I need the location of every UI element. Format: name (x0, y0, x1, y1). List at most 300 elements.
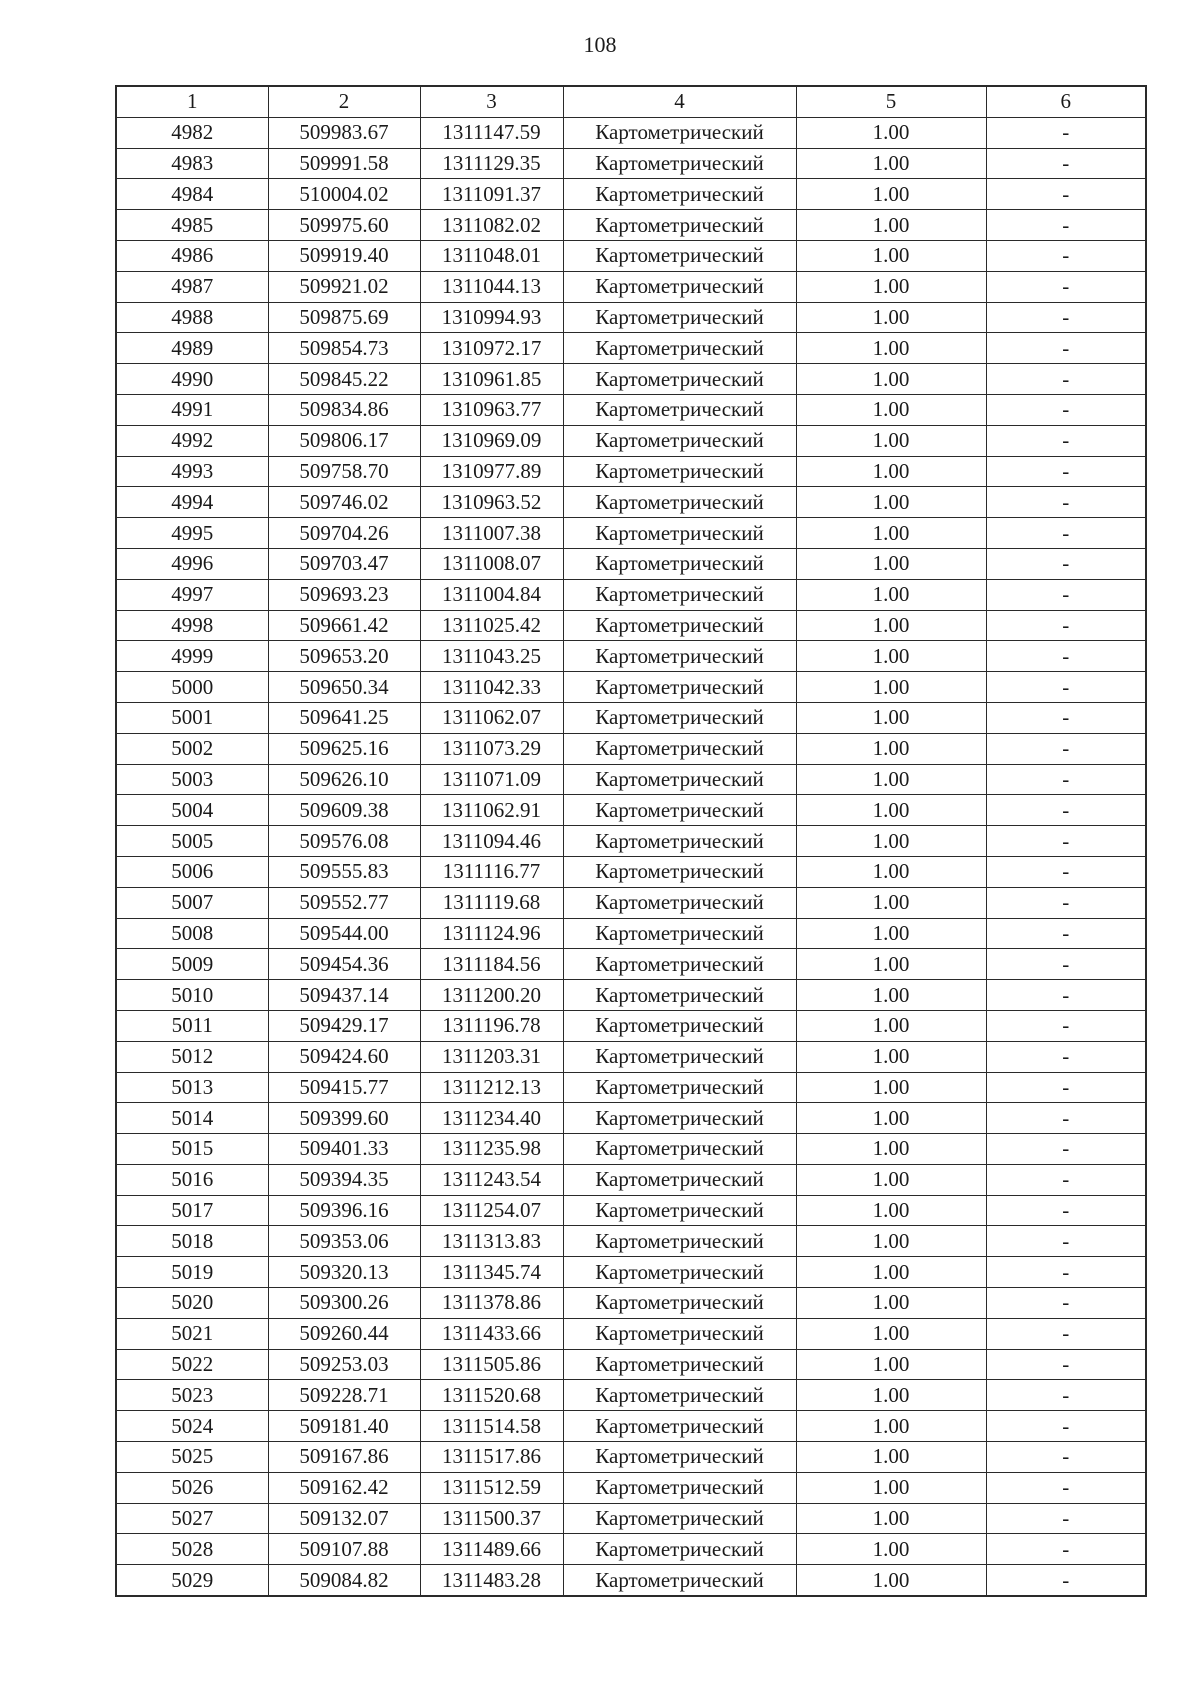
accuracy-cell: 1.00 (796, 610, 986, 641)
method-cell: Картометрический (563, 795, 796, 826)
point-number-cell: 5022 (116, 1349, 268, 1380)
x-coordinate-cell: 509353.06 (268, 1226, 420, 1257)
accuracy-cell: 1.00 (796, 1472, 986, 1503)
method-cell: Картометрический (563, 487, 796, 518)
x-coordinate-cell: 509394.35 (268, 1164, 420, 1195)
y-coordinate-cell: 1311378.86 (420, 1288, 563, 1319)
x-coordinate-cell: 509576.08 (268, 826, 420, 857)
point-number-cell: 4986 (116, 240, 268, 271)
y-coordinate-cell: 1311004.84 (420, 579, 563, 610)
note-cell: - (986, 364, 1146, 395)
x-coordinate-cell: 509650.34 (268, 672, 420, 703)
x-coordinate-cell: 509983.67 (268, 117, 420, 148)
note-cell: - (986, 1195, 1146, 1226)
y-coordinate-cell: 1311243.54 (420, 1164, 563, 1195)
accuracy-cell: 1.00 (796, 887, 986, 918)
x-coordinate-cell: 509693.23 (268, 579, 420, 610)
x-coordinate-cell: 509991.58 (268, 148, 420, 179)
table-row (116, 518, 1146, 549)
note-cell: - (986, 733, 1146, 764)
method-cell: Картометрический (563, 1349, 796, 1380)
x-coordinate-cell: 509975.60 (268, 210, 420, 241)
y-coordinate-cell: 1311234.40 (420, 1103, 563, 1134)
method-cell: Картометрический (563, 548, 796, 579)
point-number-cell: 5018 (116, 1226, 268, 1257)
point-number-cell: 5005 (116, 826, 268, 857)
table-row (116, 1349, 1146, 1380)
table-row (116, 333, 1146, 364)
point-number-cell: 5014 (116, 1103, 268, 1134)
method-cell: Картометрический (563, 1534, 796, 1565)
table-row (116, 425, 1146, 456)
accuracy-cell: 1.00 (796, 302, 986, 333)
y-coordinate-cell: 1311254.07 (420, 1195, 563, 1226)
y-coordinate-cell: 1311489.66 (420, 1534, 563, 1565)
y-coordinate-cell: 1310969.09 (420, 425, 563, 456)
accuracy-cell: 1.00 (796, 1288, 986, 1319)
table-row (116, 487, 1146, 518)
note-cell: - (986, 487, 1146, 518)
point-number-cell: 5020 (116, 1288, 268, 1319)
point-number-cell: 5016 (116, 1164, 268, 1195)
method-cell: Картометрический (563, 702, 796, 733)
y-coordinate-cell: 1311313.83 (420, 1226, 563, 1257)
y-coordinate-cell: 1311116.77 (420, 856, 563, 887)
y-coordinate-cell: 1311345.74 (420, 1257, 563, 1288)
note-cell: - (986, 579, 1146, 610)
method-cell: Картометрический (563, 394, 796, 425)
note-cell: - (986, 856, 1146, 887)
note-cell: - (986, 672, 1146, 703)
table-row (116, 117, 1146, 148)
x-coordinate-cell: 509875.69 (268, 302, 420, 333)
x-coordinate-cell: 509415.77 (268, 1072, 420, 1103)
table-row (116, 856, 1146, 887)
accuracy-cell: 1.00 (796, 271, 986, 302)
x-coordinate-cell: 509181.40 (268, 1411, 420, 1442)
point-number-cell: 4982 (116, 117, 268, 148)
x-coordinate-cell: 509854.73 (268, 333, 420, 364)
accuracy-cell: 1.00 (796, 148, 986, 179)
table-row (116, 1318, 1146, 1349)
method-cell: Картометрический (563, 579, 796, 610)
point-number-cell: 5008 (116, 918, 268, 949)
x-coordinate-cell: 509555.83 (268, 856, 420, 887)
method-cell: Картометрический (563, 733, 796, 764)
table-row (116, 1565, 1146, 1596)
y-coordinate-cell: 1311514.58 (420, 1411, 563, 1442)
point-number-cell: 5028 (116, 1534, 268, 1565)
note-cell: - (986, 456, 1146, 487)
accuracy-cell: 1.00 (796, 702, 986, 733)
note-cell: - (986, 949, 1146, 980)
x-coordinate-cell: 509834.86 (268, 394, 420, 425)
y-coordinate-cell: 1311044.13 (420, 271, 563, 302)
method-cell: Картометрический (563, 1472, 796, 1503)
table-row (116, 1195, 1146, 1226)
table-row (116, 610, 1146, 641)
table-row (116, 1380, 1146, 1411)
table-row (116, 795, 1146, 826)
accuracy-cell: 1.00 (796, 764, 986, 795)
y-coordinate-cell: 1311043.25 (420, 641, 563, 672)
method-cell: Картометрический (563, 364, 796, 395)
x-coordinate-cell: 509253.03 (268, 1349, 420, 1380)
table-row (116, 271, 1146, 302)
x-coordinate-cell: 509704.26 (268, 518, 420, 549)
note-cell: - (986, 1041, 1146, 1072)
point-number-cell: 4992 (116, 425, 268, 456)
x-coordinate-cell: 509401.33 (268, 1134, 420, 1165)
method-cell: Картометрический (563, 826, 796, 857)
accuracy-cell: 1.00 (796, 1380, 986, 1411)
y-coordinate-cell: 1310977.89 (420, 456, 563, 487)
accuracy-cell: 1.00 (796, 1565, 986, 1596)
x-coordinate-cell: 509300.26 (268, 1288, 420, 1319)
point-number-cell: 4988 (116, 302, 268, 333)
point-number-cell: 5027 (116, 1503, 268, 1534)
note-cell: - (986, 240, 1146, 271)
point-number-cell: 5021 (116, 1318, 268, 1349)
note-cell: - (986, 1411, 1146, 1442)
point-number-cell: 5010 (116, 980, 268, 1011)
note-cell: - (986, 394, 1146, 425)
x-coordinate-cell: 509746.02 (268, 487, 420, 518)
accuracy-cell: 1.00 (796, 918, 986, 949)
note-cell: - (986, 1534, 1146, 1565)
point-number-cell: 5009 (116, 949, 268, 980)
point-number-cell: 4999 (116, 641, 268, 672)
method-cell: Картометрический (563, 1072, 796, 1103)
method-cell: Картометрический (563, 856, 796, 887)
x-coordinate-cell: 509084.82 (268, 1565, 420, 1596)
x-coordinate-cell: 509132.07 (268, 1503, 420, 1534)
method-cell: Картометрический (563, 1226, 796, 1257)
method-cell: Картометрический (563, 949, 796, 980)
accuracy-cell: 1.00 (796, 733, 986, 764)
point-number-cell: 5026 (116, 1472, 268, 1503)
x-coordinate-cell: 509162.42 (268, 1472, 420, 1503)
accuracy-cell: 1.00 (796, 1226, 986, 1257)
y-coordinate-cell: 1311196.78 (420, 1010, 563, 1041)
note-cell: - (986, 641, 1146, 672)
note-cell: - (986, 1134, 1146, 1165)
x-coordinate-cell: 509107.88 (268, 1534, 420, 1565)
accuracy-cell: 1.00 (796, 795, 986, 826)
note-cell: - (986, 764, 1146, 795)
table-row (116, 641, 1146, 672)
note-cell: - (986, 148, 1146, 179)
method-cell: Картометрический (563, 1380, 796, 1411)
accuracy-cell: 1.00 (796, 1534, 986, 1565)
accuracy-cell: 1.00 (796, 1010, 986, 1041)
method-cell: Картометрический (563, 302, 796, 333)
note-cell: - (986, 1503, 1146, 1534)
point-number-cell: 4993 (116, 456, 268, 487)
accuracy-cell: 1.00 (796, 949, 986, 980)
accuracy-cell: 1.00 (796, 518, 986, 549)
accuracy-cell: 1.00 (796, 1349, 986, 1380)
point-number-cell: 4996 (116, 548, 268, 579)
table-row (116, 764, 1146, 795)
method-cell: Картометрический (563, 210, 796, 241)
y-coordinate-cell: 1311062.07 (420, 702, 563, 733)
method-cell: Картометрический (563, 518, 796, 549)
accuracy-cell: 1.00 (796, 333, 986, 364)
accuracy-cell: 1.00 (796, 1103, 986, 1134)
x-coordinate-cell: 509758.70 (268, 456, 420, 487)
table-row (116, 1103, 1146, 1134)
note-cell: - (986, 1072, 1146, 1103)
table-row (116, 394, 1146, 425)
note-cell: - (986, 1103, 1146, 1134)
note-cell: - (986, 918, 1146, 949)
y-coordinate-cell: 1310972.17 (420, 333, 563, 364)
point-number-cell: 4998 (116, 610, 268, 641)
accuracy-cell: 1.00 (796, 1411, 986, 1442)
method-cell: Картометрический (563, 1288, 796, 1319)
method-cell: Картометрический (563, 764, 796, 795)
method-cell: Картометрический (563, 918, 796, 949)
note-cell: - (986, 210, 1146, 241)
method-cell: Картометрический (563, 1134, 796, 1165)
accuracy-cell: 1.00 (796, 117, 986, 148)
x-coordinate-cell: 510004.02 (268, 179, 420, 210)
table-row (116, 179, 1146, 210)
point-number-cell: 5012 (116, 1041, 268, 1072)
coordinates-table (115, 85, 1147, 1597)
table-row (116, 1226, 1146, 1257)
point-number-cell: 5006 (116, 856, 268, 887)
table-row (116, 1472, 1146, 1503)
x-coordinate-cell: 509653.20 (268, 641, 420, 672)
accuracy-cell: 1.00 (796, 179, 986, 210)
method-cell: Картометрический (563, 1565, 796, 1596)
point-number-cell: 5000 (116, 672, 268, 703)
point-number-cell: 4994 (116, 487, 268, 518)
column-header: 3 (420, 86, 563, 117)
method-cell: Картометрический (563, 1195, 796, 1226)
x-coordinate-cell: 509919.40 (268, 240, 420, 271)
table-row (116, 456, 1146, 487)
table-row (116, 1041, 1146, 1072)
point-number-cell: 5003 (116, 764, 268, 795)
method-cell: Картометрический (563, 333, 796, 364)
table-row (116, 548, 1146, 579)
note-cell: - (986, 518, 1146, 549)
accuracy-cell: 1.00 (796, 425, 986, 456)
accuracy-cell: 1.00 (796, 456, 986, 487)
note-cell: - (986, 1226, 1146, 1257)
point-number-cell: 5019 (116, 1257, 268, 1288)
accuracy-cell: 1.00 (796, 1195, 986, 1226)
point-number-cell: 4987 (116, 271, 268, 302)
method-cell: Картометрический (563, 1010, 796, 1041)
y-coordinate-cell: 1310994.93 (420, 302, 563, 333)
table-header-row (116, 86, 1146, 117)
point-number-cell: 4989 (116, 333, 268, 364)
y-coordinate-cell: 1311048.01 (420, 240, 563, 271)
accuracy-cell: 1.00 (796, 210, 986, 241)
table-row (116, 918, 1146, 949)
note-cell: - (986, 826, 1146, 857)
accuracy-cell: 1.00 (796, 240, 986, 271)
point-number-cell: 4983 (116, 148, 268, 179)
table-row (116, 1288, 1146, 1319)
x-coordinate-cell: 509544.00 (268, 918, 420, 949)
y-coordinate-cell: 1310961.85 (420, 364, 563, 395)
x-coordinate-cell: 509320.13 (268, 1257, 420, 1288)
y-coordinate-cell: 1311200.20 (420, 980, 563, 1011)
accuracy-cell: 1.00 (796, 1164, 986, 1195)
note-cell: - (986, 1010, 1146, 1041)
point-number-cell: 5002 (116, 733, 268, 764)
point-number-cell: 4984 (116, 179, 268, 210)
note-cell: - (986, 271, 1146, 302)
method-cell: Картометрический (563, 1411, 796, 1442)
y-coordinate-cell: 1311505.86 (420, 1349, 563, 1380)
method-cell: Картометрический (563, 980, 796, 1011)
accuracy-cell: 1.00 (796, 1072, 986, 1103)
table-row (116, 1411, 1146, 1442)
y-coordinate-cell: 1311147.59 (420, 117, 563, 148)
point-number-cell: 5025 (116, 1442, 268, 1473)
accuracy-cell: 1.00 (796, 364, 986, 395)
accuracy-cell: 1.00 (796, 1503, 986, 1534)
x-coordinate-cell: 509228.71 (268, 1380, 420, 1411)
column-header: 1 (116, 86, 268, 117)
y-coordinate-cell: 1311124.96 (420, 918, 563, 949)
table-row (116, 980, 1146, 1011)
method-cell: Картометрический (563, 148, 796, 179)
note-cell: - (986, 117, 1146, 148)
point-number-cell: 4997 (116, 579, 268, 610)
table-row (116, 148, 1146, 179)
column-header: 5 (796, 86, 986, 117)
accuracy-cell: 1.00 (796, 548, 986, 579)
table-row (116, 364, 1146, 395)
point-number-cell: 5013 (116, 1072, 268, 1103)
point-number-cell: 5007 (116, 887, 268, 918)
y-coordinate-cell: 1310963.77 (420, 394, 563, 425)
y-coordinate-cell: 1311082.02 (420, 210, 563, 241)
point-number-cell: 5023 (116, 1380, 268, 1411)
point-number-cell: 5001 (116, 702, 268, 733)
y-coordinate-cell: 1311203.31 (420, 1041, 563, 1072)
x-coordinate-cell: 509703.47 (268, 548, 420, 579)
y-coordinate-cell: 1311008.07 (420, 548, 563, 579)
method-cell: Картометрический (563, 1164, 796, 1195)
table-body (116, 117, 1146, 1596)
note-cell: - (986, 1349, 1146, 1380)
method-cell: Картометрический (563, 425, 796, 456)
table-row (116, 1134, 1146, 1165)
page-number: 108 (583, 32, 617, 57)
table-row (116, 1164, 1146, 1195)
method-cell: Картометрический (563, 1442, 796, 1473)
method-cell: Картометрический (563, 1103, 796, 1134)
x-coordinate-cell: 509437.14 (268, 980, 420, 1011)
point-number-cell: 5011 (116, 1010, 268, 1041)
accuracy-cell: 1.00 (796, 980, 986, 1011)
point-number-cell: 4985 (116, 210, 268, 241)
method-cell: Картометрический (563, 117, 796, 148)
table-row (116, 1072, 1146, 1103)
point-number-cell: 5004 (116, 795, 268, 826)
column-header: 2 (268, 86, 420, 117)
point-number-cell: 4995 (116, 518, 268, 549)
table-row (116, 702, 1146, 733)
method-cell: Картометрический (563, 887, 796, 918)
table-row (116, 1010, 1146, 1041)
y-coordinate-cell: 1311042.33 (420, 672, 563, 703)
method-cell: Картометрический (563, 1257, 796, 1288)
accuracy-cell: 1.00 (796, 1041, 986, 1072)
y-coordinate-cell: 1311520.68 (420, 1380, 563, 1411)
y-coordinate-cell: 1311071.09 (420, 764, 563, 795)
method-cell: Картометрический (563, 1041, 796, 1072)
note-cell: - (986, 1565, 1146, 1596)
y-coordinate-cell: 1311512.59 (420, 1472, 563, 1503)
y-coordinate-cell: 1311025.42 (420, 610, 563, 641)
note-cell: - (986, 1442, 1146, 1473)
accuracy-cell: 1.00 (796, 856, 986, 887)
accuracy-cell: 1.00 (796, 1257, 986, 1288)
point-number-cell: 5017 (116, 1195, 268, 1226)
x-coordinate-cell: 509260.44 (268, 1318, 420, 1349)
table-row (116, 302, 1146, 333)
accuracy-cell: 1.00 (796, 394, 986, 425)
x-coordinate-cell: 509396.16 (268, 1195, 420, 1226)
x-coordinate-cell: 509424.60 (268, 1041, 420, 1072)
note-cell: - (986, 1288, 1146, 1319)
y-coordinate-cell: 1311433.66 (420, 1318, 563, 1349)
table-row (116, 240, 1146, 271)
x-coordinate-cell: 509921.02 (268, 271, 420, 302)
note-cell: - (986, 795, 1146, 826)
y-coordinate-cell: 1311129.35 (420, 148, 563, 179)
note-cell: - (986, 1380, 1146, 1411)
y-coordinate-cell: 1310963.52 (420, 487, 563, 518)
accuracy-cell: 1.00 (796, 672, 986, 703)
table-row (116, 672, 1146, 703)
accuracy-cell: 1.00 (796, 579, 986, 610)
accuracy-cell: 1.00 (796, 1134, 986, 1165)
note-cell: - (986, 610, 1146, 641)
method-cell: Картометрический (563, 179, 796, 210)
table-row (116, 733, 1146, 764)
y-coordinate-cell: 1311184.56 (420, 949, 563, 980)
method-cell: Картометрический (563, 641, 796, 672)
x-coordinate-cell: 509609.38 (268, 795, 420, 826)
y-coordinate-cell: 1311062.91 (420, 795, 563, 826)
x-coordinate-cell: 509641.25 (268, 702, 420, 733)
x-coordinate-cell: 509806.17 (268, 425, 420, 456)
column-header: 6 (986, 86, 1146, 117)
method-cell: Картометрический (563, 672, 796, 703)
note-cell: - (986, 887, 1146, 918)
y-coordinate-cell: 1311007.38 (420, 518, 563, 549)
x-coordinate-cell: 509845.22 (268, 364, 420, 395)
column-header: 4 (563, 86, 796, 117)
table-row (116, 1257, 1146, 1288)
note-cell: - (986, 702, 1146, 733)
method-cell: Картометрический (563, 1318, 796, 1349)
note-cell: - (986, 179, 1146, 210)
table-row (116, 887, 1146, 918)
x-coordinate-cell: 509552.77 (268, 887, 420, 918)
accuracy-cell: 1.00 (796, 826, 986, 857)
